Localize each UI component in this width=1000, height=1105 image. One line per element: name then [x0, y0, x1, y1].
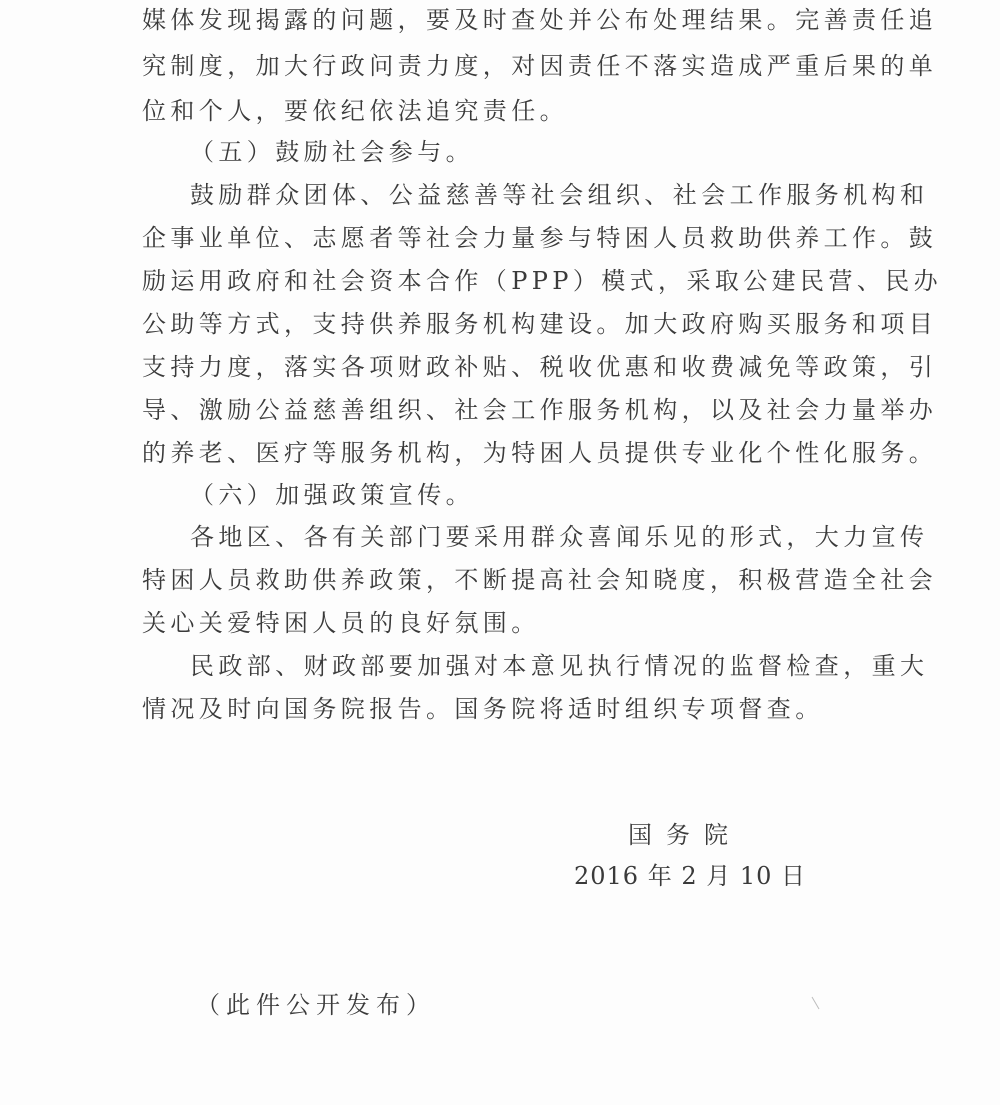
publication-note: （此件公开发布） [196, 991, 436, 1019]
text-line: 民政部、财政部要加强对本意见执行情况的监督检查，重大 [190, 652, 929, 680]
section-heading: （六）加强政策宣传。 [190, 481, 474, 509]
text-line: 导、激励公益慈善组织、社会工作服务机构，以及社会力量举办 [142, 396, 938, 424]
text-line: 企事业单位、志愿者等社会力量参与特困人员救助供养工作。鼓 [142, 224, 938, 252]
section-heading: （五）鼓励社会参与。 [190, 138, 474, 166]
text-line: 位和个人，要依纪依法追究责任。 [142, 97, 568, 125]
text-line: 的养老、医疗等服务机构，为特困人员提供专业化个性化服务。 [142, 439, 938, 467]
signature-date: 2016 年 2 月 10 日 [574, 862, 807, 890]
text-line: 鼓励群众团体、公益慈善等社会组织、社会工作服务机构和 [190, 181, 929, 209]
signature-organization: 国务院 [628, 821, 742, 849]
text-line: 媒体发现揭露的问题，要及时查处并公布处理结果。完善责任追 [142, 6, 938, 34]
text-line: 情况及时向国务院报告。国务院将适时组织专项督查。 [142, 695, 824, 723]
text-line: 励运用政府和社会资本合作（PPP）模式，采取公建民营、民办 [142, 267, 943, 295]
text-line: 关心关爱特困人员的良好氛围。 [142, 609, 540, 637]
scan-mark [812, 997, 820, 1010]
text-line: 公助等方式，支持供养服务机构建设。加大政府购买服务和项目 [142, 310, 938, 338]
text-line: 究制度，加大行政问责力度，对因责任不落实造成严重后果的单 [142, 52, 938, 80]
text-line: 特困人员救助供养政策，不断提高社会知晓度，积极营造全社会 [142, 566, 938, 594]
text-line: 各地区、各有关部门要采用群众喜闻乐见的形式，大力宣传 [190, 523, 929, 551]
text-line: 支持力度，落实各项财政补贴、税收优惠和收费减免等政策，引 [142, 353, 938, 381]
